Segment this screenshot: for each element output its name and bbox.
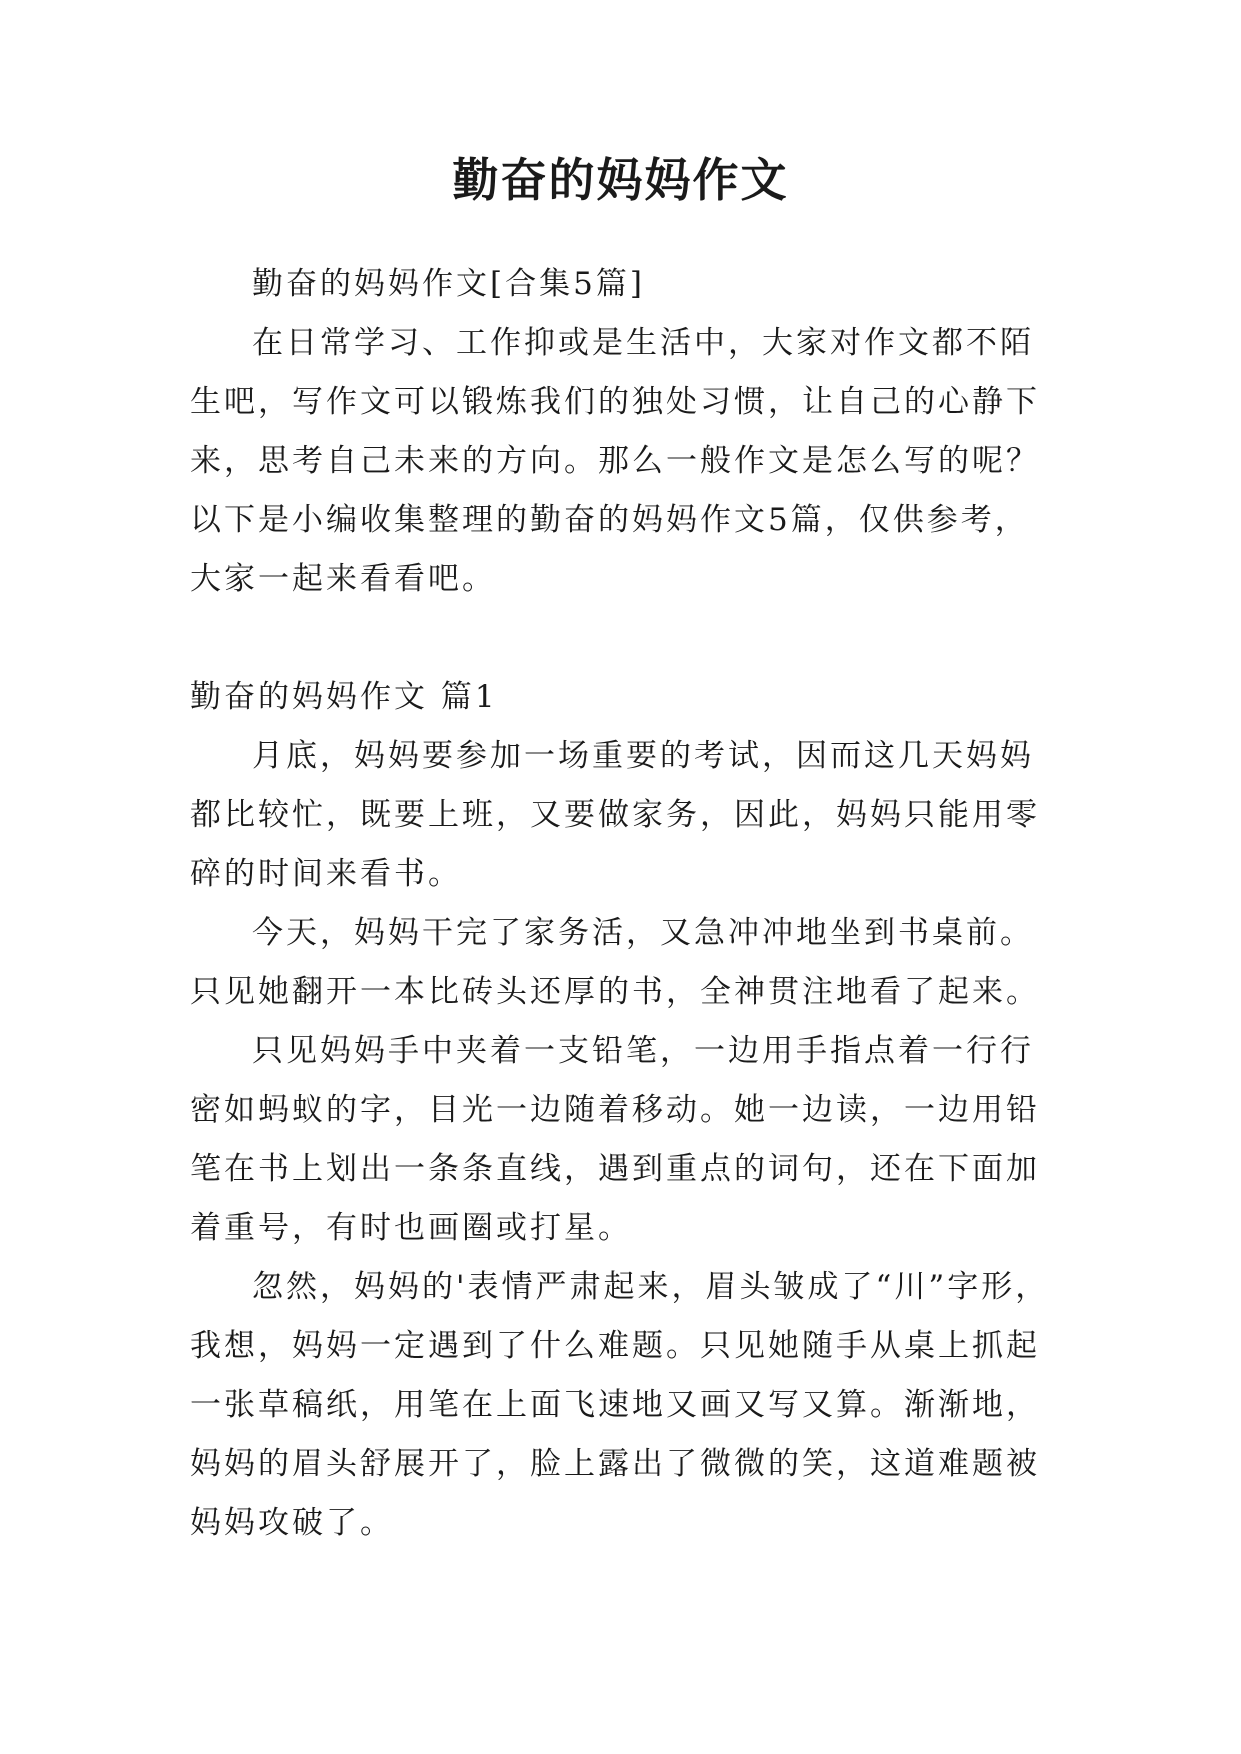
document-title: 勤奋的妈妈作文 [452, 153, 789, 207]
document-subtitle: 勤奋的妈妈作文[合集5篇] [252, 266, 645, 302]
body-paragraph: 忽然，妈妈的'表情严肃起来，眉头皱成了“川”字形，我想，妈妈一定遇到了什么难题。只见她随手从桌上抓起一张草稿纸，用笔在上面飞速地又画又写又算。渐渐地，妈妈的眉头舒展开了，脸上露出了微微的笑，这道难题被妈妈攻破了。 [190, 1269, 1050, 1541]
body-paragraph: 只见妈妈手中夹着一支铅笔，一边用手指点着一行行密如蚂蚁的字，目光一边随着移动。她一边读，一边用铅笔在书上划出一条条直线，遇到重点的词句，还在下面加着重号，有时也画圈或打星。 [190, 1033, 1040, 1246]
section-spacer [190, 609, 1050, 668]
body-paragraph: 月底，妈妈要参加一场重要的考试，因而这几天妈妈都比较忙，既要上班，又要做家务，因此，妈妈只能用零碎的时间来看书。 [190, 738, 1040, 892]
section-heading: 勤奋的妈妈作文 篇1 [190, 679, 498, 715]
body-paragraph: 今天，妈妈干完了家务活，又急冲冲地坐到书桌前。只见她翻开一本比砖头还厚的书，全神贯注地看了起来。 [190, 915, 1040, 1010]
intro-paragraph: 在日常学习、工作抑或是生活中，大家对作文都不陌生吧，写作文可以锻炼我们的独处习惯，让自己的心静下来，思考自己未来的方向。那么一般作文是怎么写的呢？以下是小编收集整理的勤奋的妈妈作文5篇，仅供参考，大家一起来看看吧。 [190, 325, 1040, 597]
document-body [190, 255, 1050, 1553]
